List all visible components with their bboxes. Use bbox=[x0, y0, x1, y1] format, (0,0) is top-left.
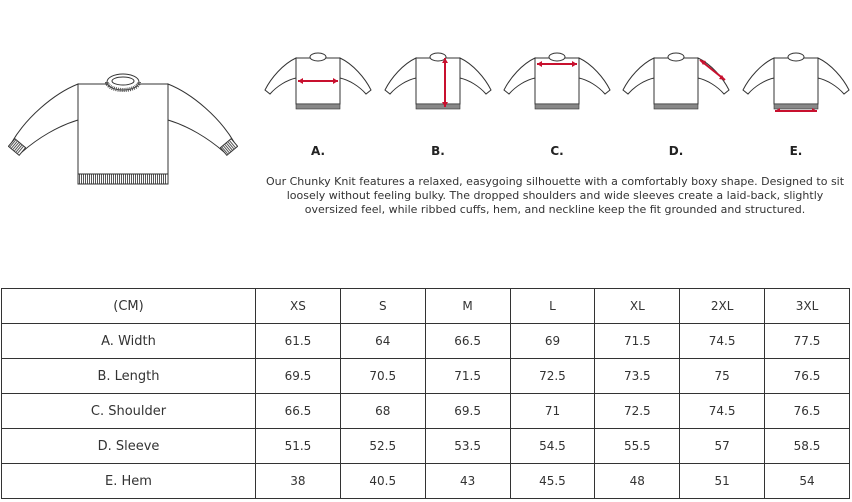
hem-measure-icon bbox=[741, 50, 851, 112]
measure-value: 72.5 bbox=[510, 359, 595, 394]
fit-description: Our Chunky Knit features a relaxed, easygoing silhouette with a comfortably boxy shape. Designed to sit loosely without feeling bulky. The dropped shoulders and wide sleeves create a laid-back, slightly oversized feel, while ribbed cuffs, hem, and neckline keep the fit grounded and structured. bbox=[265, 175, 845, 216]
measure-value: 69.5 bbox=[425, 394, 510, 429]
shoulder-measure-icon bbox=[502, 50, 612, 112]
view-label-b: B. bbox=[431, 144, 445, 158]
size-header: 2XL bbox=[680, 289, 765, 324]
measure-value: 58.5 bbox=[765, 429, 850, 464]
size-header: XS bbox=[256, 289, 341, 324]
measure-value: 40.5 bbox=[340, 464, 425, 499]
measure-value: 52.5 bbox=[340, 429, 425, 464]
measure-value: 72.5 bbox=[595, 394, 680, 429]
measure-value: 69 bbox=[510, 324, 595, 359]
measure-value: 53.5 bbox=[425, 429, 510, 464]
measure-value: 57 bbox=[680, 429, 765, 464]
table-row bbox=[2, 324, 850, 359]
measure-value: 54 bbox=[765, 464, 850, 499]
measure-value: 51 bbox=[680, 464, 765, 499]
measure-value: 70.5 bbox=[340, 359, 425, 394]
measure-label: E. Hem bbox=[2, 464, 256, 499]
measure-value: 68 bbox=[340, 394, 425, 429]
length-measure-icon bbox=[383, 50, 493, 112]
measure-value: 55.5 bbox=[595, 429, 680, 464]
table-row bbox=[2, 464, 850, 499]
size-header: M bbox=[425, 289, 510, 324]
measure-label: A. Width bbox=[2, 324, 256, 359]
table-row bbox=[2, 429, 850, 464]
measure-value: 51.5 bbox=[256, 429, 341, 464]
table-header-row bbox=[2, 289, 850, 324]
measure-value: 48 bbox=[595, 464, 680, 499]
measure-value: 75 bbox=[680, 359, 765, 394]
size-header: 3XL bbox=[765, 289, 850, 324]
size-header: XL bbox=[595, 289, 680, 324]
size-header: S bbox=[340, 289, 425, 324]
view-label-d: D. bbox=[668, 144, 684, 158]
measure-value: 71.5 bbox=[595, 324, 680, 359]
view-label-e: E. bbox=[789, 144, 803, 158]
size-header: L bbox=[510, 289, 595, 324]
table-row bbox=[2, 394, 850, 429]
table-row bbox=[2, 359, 850, 394]
measure-value: 71 bbox=[510, 394, 595, 429]
measure-label: C. Shoulder bbox=[2, 394, 256, 429]
unit-header: (CM) bbox=[2, 289, 256, 324]
width-measure-icon bbox=[263, 50, 373, 112]
measure-value: 74.5 bbox=[680, 394, 765, 429]
sleeve-measure-icon bbox=[621, 50, 731, 112]
measure-value: 66.5 bbox=[425, 324, 510, 359]
measure-value: 64 bbox=[340, 324, 425, 359]
measure-value: 66.5 bbox=[256, 394, 341, 429]
measure-value: 73.5 bbox=[595, 359, 680, 394]
view-label-c: C. bbox=[550, 144, 564, 158]
measure-value: 69.5 bbox=[256, 359, 341, 394]
measure-value: 45.5 bbox=[510, 464, 595, 499]
measure-value: 77.5 bbox=[765, 324, 850, 359]
measure-value: 43 bbox=[425, 464, 510, 499]
measure-value: 38 bbox=[256, 464, 341, 499]
measure-value: 74.5 bbox=[680, 324, 765, 359]
view-label-a: A. bbox=[310, 144, 326, 158]
measure-value: 61.5 bbox=[256, 324, 341, 359]
measure-value: 76.5 bbox=[765, 394, 850, 429]
measure-value: 54.5 bbox=[510, 429, 595, 464]
size-chart-table bbox=[1, 288, 850, 499]
measure-value: 76.5 bbox=[765, 359, 850, 394]
measure-label: B. Length bbox=[2, 359, 256, 394]
sweater-illustration bbox=[8, 70, 238, 188]
measure-label: D. Sleeve bbox=[2, 429, 256, 464]
measure-value: 71.5 bbox=[425, 359, 510, 394]
